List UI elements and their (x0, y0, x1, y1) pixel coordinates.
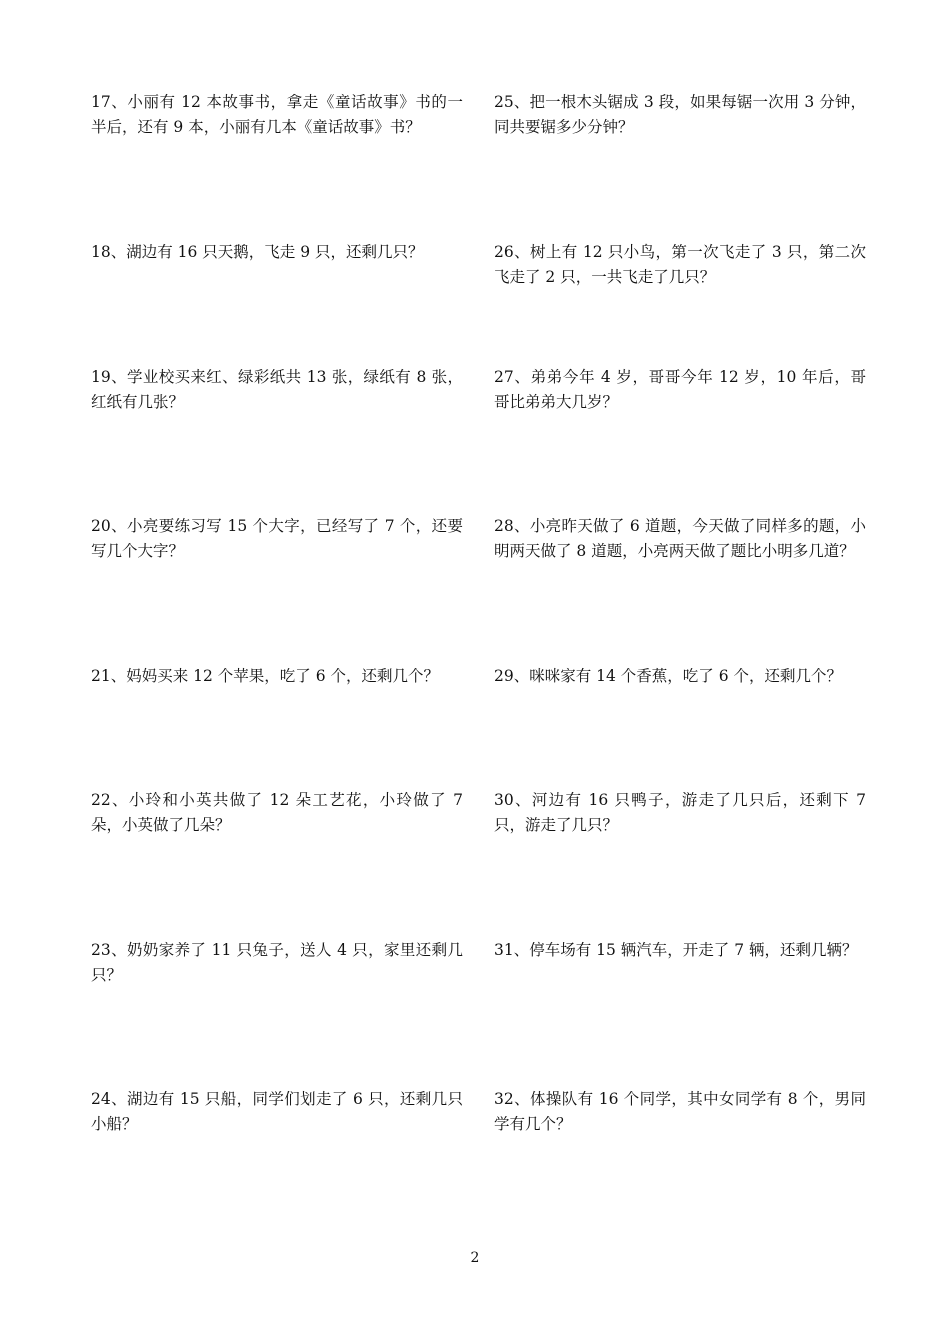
problem-20: 20、小亮要练习写 15 个大字，已经写了 7 个，还要写几个大字？ (91, 517, 463, 560)
problem-21: 21、妈妈买来 12 个苹果，吃了 6 个，还剩几个？ (91, 667, 440, 685)
problem-18: 18、湖边有 16 只天鹅，飞走 9 只，还剩几只？ (91, 243, 424, 261)
page-number: 2 (470, 1250, 480, 1266)
problem-24: 24、湖边有 15 只船，同学们划走了 6 只，还剩几只小船？ (91, 1090, 463, 1133)
problem-22: 22、小玲和小英共做了 12 朵工艺花，小玲做了 7 朵，小英做了几朵？ (91, 791, 463, 834)
problem-27: 27、弟弟今年 4 岁，哥哥今年 12 岁，10 年后，哥哥比弟弟大几岁？ (494, 368, 866, 411)
problem-26: 26、树上有 12 只小鸟，第一次飞走了 3 只，第二次飞走了 2 只，一共飞走了几只？ (494, 243, 866, 286)
problem-31: 31、停车场有 15 辆汽车，开走了 7 辆，还剩几辆？ (494, 941, 858, 959)
problem-17: 17、小丽有 12 本故事书，拿走《童话故事》书的一半后，还有 9 本，小丽有几本《童话故事》书？ (91, 93, 463, 136)
problem-23: 23、奶奶家养了 11 只兔子，送人 4 只，家里还剩几只？ (91, 941, 463, 984)
problem-28: 28、小亮昨天做了 6 道题，今天做了同样多的题，小明两天做了 8 道题，小亮两天做了题比小明多几道？ (494, 517, 866, 560)
problem-30: 30、河边有 16 只鸭子，游走了几只后，还剩下 7 只，游走了几只？ (494, 791, 866, 834)
problem-25: 25、把一根木头锯成 3 段，如果每锯一次用 3 分钟，同共要锯多少分钟？ (494, 93, 866, 136)
problem-19: 19、学业校买来红、绿彩纸共 13 张，绿纸有 8 张，红纸有几张？ (91, 368, 463, 411)
problem-32: 32、体操队有 16 个同学，其中女同学有 8 个，男同学有几个？ (494, 1090, 866, 1133)
problem-29: 29、咪咪家有 14 个香蕉，吃了 6 个，还剩几个？ (494, 667, 843, 685)
